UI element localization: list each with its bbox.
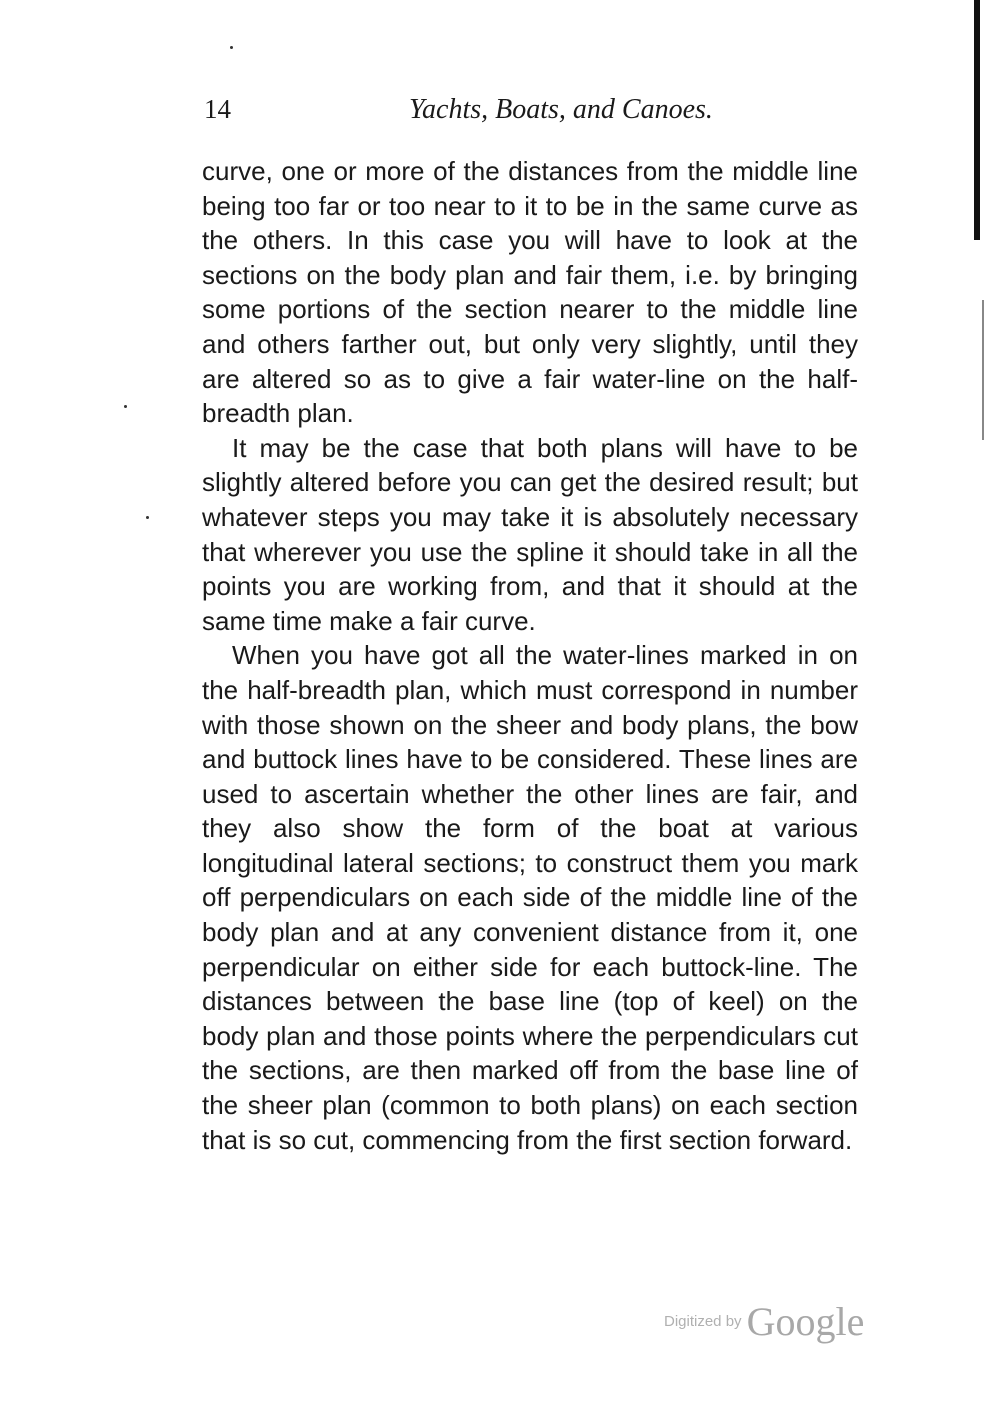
scan-speck [124, 405, 127, 408]
watermark-brand: Google [746, 1299, 865, 1344]
page-header [204, 94, 858, 134]
paragraph-1: curve, one or more of the distances from the middle line being too far or too near to it to be in the same curve as the others. In this case you will have to look at the sections on the body plan and fair them, i.e. by bringing some portions of the section nearer to the middle line and others farther out, but only very slightly, until they are altered so as to give a fair water-line on the half-breadth plan. [202, 156, 858, 429]
scan-speck [146, 516, 149, 519]
page-number: 14 [204, 94, 231, 124]
watermark-prefix: Digitized by [664, 1313, 742, 1330]
scan-speck [230, 46, 233, 49]
digitized-watermark [664, 1298, 864, 1348]
paragraph-3: When you have got all the water-lines marked in on the half-breadth plan, which must correspond in number with those shown on the sheer and body plans, the bow and buttock lines have to be considered. These lines are used to ascertain whether the other lines are fair, and they also show the form of the boat at various longitudinal lateral sections; to construct them you mark off perpendiculars on each side of the middle line of the body plan and at any convenient distance from it, one perpendicular on either side for each buttock-line. The distances between the base line (top of keel) on the body plan and those points where the perpendiculars cut the sections, are then marked off from the base line of the sheer plan (common to both plans) on each section that is so cut, commencing from the first section forward. [202, 640, 858, 1155]
body-text [202, 154, 858, 1157]
running-title: Yachts, Boats, and Canoes. [409, 94, 713, 125]
paragraph-2: It may be the case that both plans will have to be slightly altered before you can get the desired result; but whatever steps you may take it is absolutely necessary that wherever you use the spline it should take in all the points you are working from, and that it should at the same time make a fair curve. [202, 432, 858, 636]
scan-edge-shadow [974, 0, 980, 240]
scan-edge-shadow-faint [982, 300, 984, 440]
